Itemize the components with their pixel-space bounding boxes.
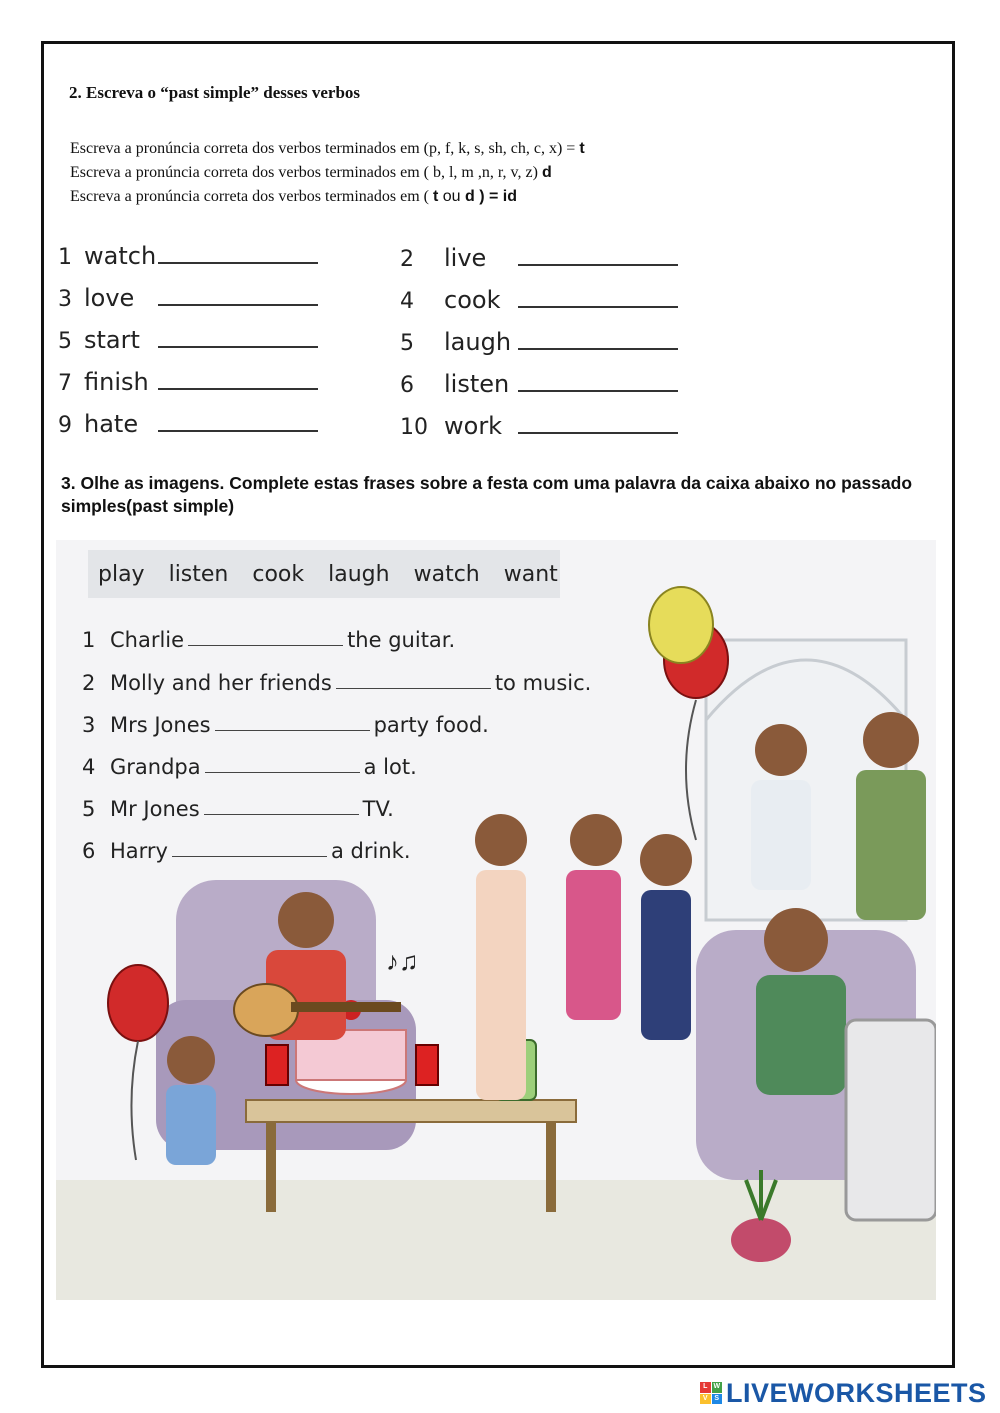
answer-blank[interactable] xyxy=(158,429,318,432)
logo-text: LIVEWORKSHEETS xyxy=(726,1377,987,1408)
verb-item: 5 start xyxy=(58,320,318,354)
rule-line-3: Escreva a pronúncia correta dos verbos terminados em ( t ou d ) = id xyxy=(70,188,517,205)
answer-blank[interactable] xyxy=(518,263,678,266)
verb-item: 10 work xyxy=(400,406,678,440)
answer-blank[interactable] xyxy=(158,261,318,264)
sentence-item: 5 Mr Jones TV. xyxy=(82,797,394,821)
answer-blank[interactable] xyxy=(158,303,318,306)
svg-text:♪♫: ♪♫ xyxy=(386,946,419,976)
verb-item: 7 finish xyxy=(58,362,318,396)
party-illustration xyxy=(56,540,936,1300)
verb-item: 9 hate xyxy=(58,404,318,438)
word-option: laugh xyxy=(328,561,390,587)
word-option: cook xyxy=(252,561,305,587)
answer-blank[interactable] xyxy=(518,305,678,308)
rule-line-2: Escreva a pronúncia correta dos verbos terminados em ( b, l, m ,n, r, v, z) d xyxy=(70,164,552,181)
verb-item: 1 watch xyxy=(58,236,318,270)
logo-icon: L W V S xyxy=(700,1382,722,1404)
answer-blank[interactable] xyxy=(336,688,491,689)
verb-item: 4 cook xyxy=(400,280,678,314)
answer-blank[interactable] xyxy=(158,345,318,348)
word-option: want xyxy=(503,561,558,587)
word-option: listen xyxy=(168,561,229,587)
sentence-item: 1 Charlie the guitar. xyxy=(82,628,456,652)
answer-blank[interactable] xyxy=(172,856,327,857)
sentence-item: 3 Mrs Jones party food. xyxy=(82,713,489,737)
sentence-item: 6 Harry a drink. xyxy=(82,839,411,863)
verb-item: 2 live xyxy=(400,238,678,272)
answer-blank[interactable] xyxy=(215,730,370,731)
answer-blank[interactable] xyxy=(158,387,318,390)
answer-blank[interactable] xyxy=(518,431,678,434)
verb-item: 6 listen xyxy=(400,364,678,398)
word-box xyxy=(88,550,560,598)
sentence-item: 4 Grandpa a lot. xyxy=(82,755,417,779)
answer-blank[interactable] xyxy=(518,347,678,350)
verb-item: 5 laugh xyxy=(400,322,678,356)
verb-item: 3 love xyxy=(58,278,318,312)
word-option: play xyxy=(98,561,145,587)
rule-line-1: Escreva a pronúncia correta dos verbos terminados em (p, f, k, s, sh, ch, c, x) = t xyxy=(70,140,585,157)
section2-title: 2. Escreva o “past simple” desses verbos xyxy=(69,83,361,102)
section3-title: 3. Olhe as imagens. Complete estas frases sobre a festa com uma palavra da caixa abaixo no passado simples(past simple) xyxy=(61,473,913,516)
word-option: watch xyxy=(413,561,480,587)
answer-blank[interactable] xyxy=(188,645,343,646)
sentence-item: 2 Molly and her friends to music. xyxy=(82,671,592,695)
answer-blank[interactable] xyxy=(205,772,360,773)
liveworksheets-logo[interactable] xyxy=(700,1378,987,1408)
answer-blank[interactable] xyxy=(204,814,359,815)
answer-blank[interactable] xyxy=(518,389,678,392)
